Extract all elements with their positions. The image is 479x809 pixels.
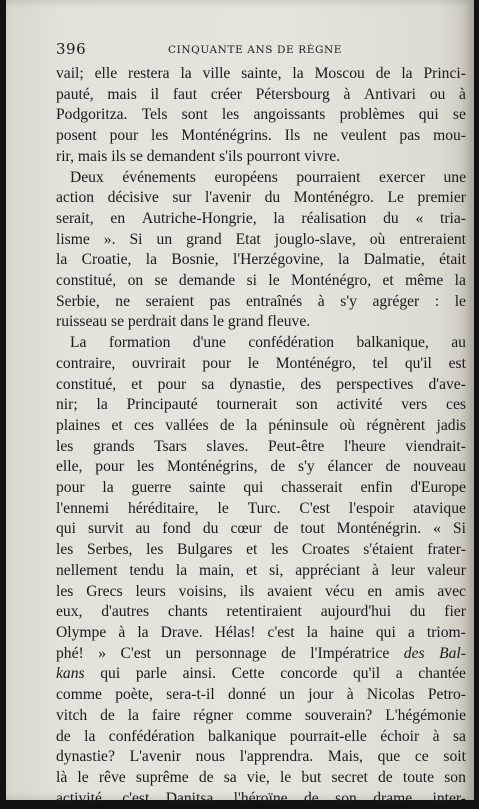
book-page [6,0,474,807]
text-line: rir, mais ils se demandent s'ils pourront vivre. [56,147,341,165]
text-line: Olympe à la Drave. Hélas! c'est la haine qui a triom- [56,623,466,641]
text-line: contraire, ouvrirait pour le Monténégro, tel qu'il est [56,354,466,372]
text-line: elle, pour les Monténégrins, de s'y élancer de nouveau [56,458,466,476]
text-line: vail; elle restera la ville sainte, la Moscou de la Princi- [56,65,466,82]
text-line: pour la guerre sainte qui chasserait enfin d'Europe [56,479,466,497]
text-line: plaines et ces vallées de la péninsule où régnèrent jadis [56,416,466,434]
text-line: action décisive sur l'avenir du Monténégro. Le premier [56,189,466,207]
text-line: ruisseau se perdrait dans le grand fleuve. [56,313,311,331]
text-line: les Grecs leurs voisins, ils avaient vécu en amis avec [56,582,466,600]
text-line: serait, en Autriche-Hongrie, la réalisation du « tria- [56,209,466,227]
text-line: activité, c'est Danitsa, l'héroïne de son drame, inter- [56,789,466,807]
text-line: les Serbes, les Bulgares et les Croates s'étaient frater- [56,541,466,559]
page-header [56,40,466,60]
text-line: eux, d'autres chants retentiraient aujourd'hui du fier [56,603,466,621]
text-line: La formation d'une confédération balkanique, au [70,334,466,352]
text-line: posent pour les Monténégrins. Ils ne veulent pas mou- [56,127,466,145]
text-line: constitué, on se demande si le Monténégro, et même la [56,272,466,290]
text-line: Deux événements européens pourraient exercer une [70,168,466,186]
text-line: la Croatie, la Bosnie, l'Herzégovine, la Dalmatie, était [56,251,466,269]
text-line: lisme ». Si un grand Etat jouglo-slave, où entreraient [56,230,466,248]
text-line: Serbie, ne seraient pas entraînés à s'y agréger : le [56,292,466,310]
text-line: Podgoritza. Tels sont les angoissants problèmes qui se [56,106,466,124]
text-line: constitué, et pour sa dynastie, des perspectives d'ave- [56,375,466,393]
page-number: 396 [56,40,87,58]
text-line: comme poète, sera-t-il donné un jour à Nicolas Petro- [56,686,466,704]
text-line: pauté, mais il faut créer Pétersbourg à Antivari ou à [56,85,466,103]
text-line: dynastie? L'avenir nous l'apprendra. Mais, que ce soit [56,748,466,766]
body-text [56,64,466,809]
running-head: CINQUANTE ANS DE RÈGNE [168,44,343,56]
text-line: nir; la Principauté tournerait son activité vers ces [56,396,466,414]
text-line: nellement tendu la main, et si, appréciant à leur valeur [56,561,466,579]
text-line: phé! » C'est un personnage de l'Impératrice des Bal- [56,644,466,662]
text-line: là le rêve suprême de sa vie, le but secret de toute son [56,768,466,786]
text-line: qui survit au fond du cœur de tout Monténégrin. « Si [56,520,466,538]
text-line: de la confédération balkanique pourrait-elle échoir à sa [56,727,466,745]
text-line: l'ennemi héréditaire, le Turc. C'est l'espoir atavique [56,499,466,517]
text-line: kans qui parle ainsi. Cette concorde qu'il a chantée [56,665,466,683]
text-line: vitch de la faire régner comme souverain? L'hégémonie [56,706,466,724]
text-line: les grands Tsars slaves. Peut-être l'heure viendrait- [56,437,466,455]
